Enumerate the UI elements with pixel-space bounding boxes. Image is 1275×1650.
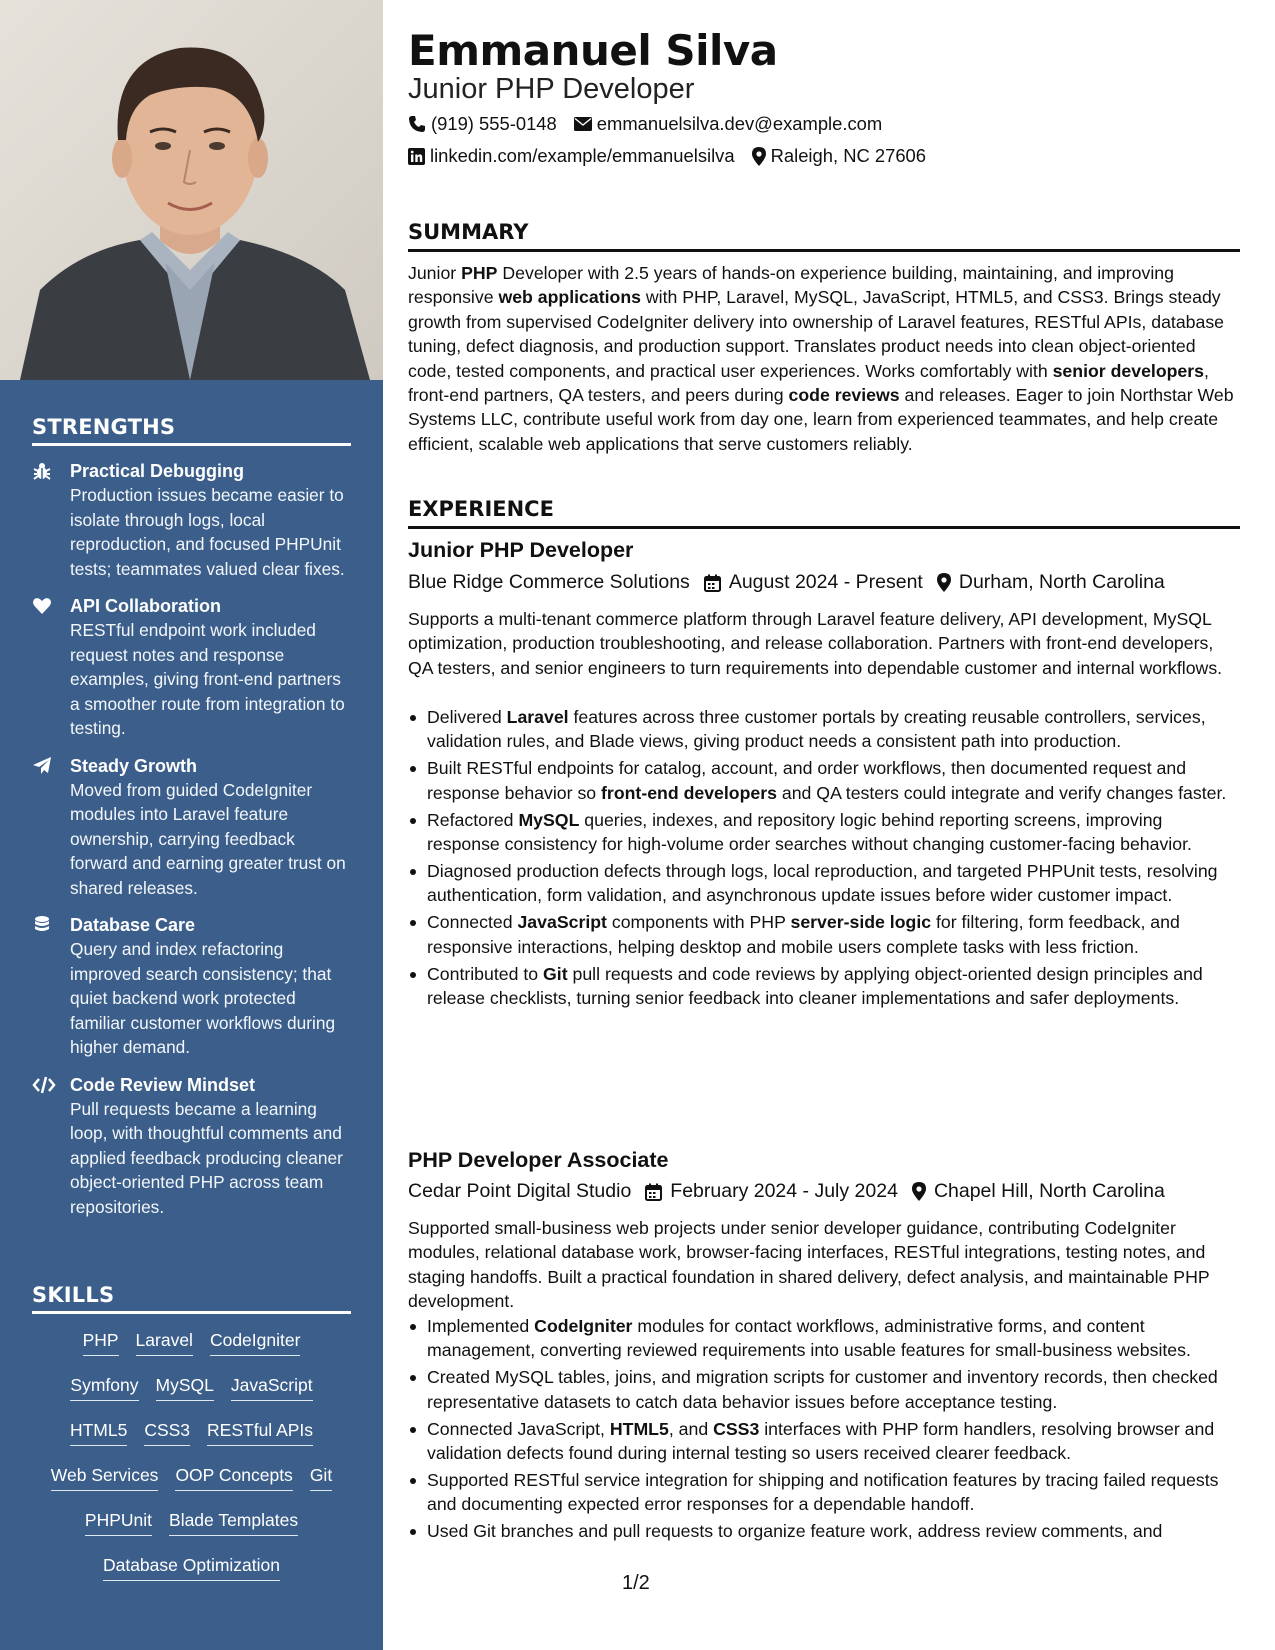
candidate-role: Junior PHP Developer [408, 73, 695, 105]
calendar-icon [645, 1183, 662, 1201]
envelope-icon [574, 117, 592, 131]
job-title: Junior PHP Developer [408, 538, 634, 562]
strength-desc: Query and index refactoring improved search consistency; that quiet backend work protected familiar customer workflows during higher demand. [70, 939, 336, 1057]
skill-tag: Git [310, 1463, 332, 1491]
experience-heading: EXPERIENCE [408, 497, 1240, 529]
email-link[interactable]: emmanuelsilva.dev@example.com [596, 113, 883, 134]
summary-heading: SUMMARY [408, 220, 1240, 252]
skill-tag: PHPUnit [85, 1508, 152, 1536]
candidate-name: Emmanuel Silva [408, 26, 778, 75]
skills-section [32, 1283, 351, 1598]
database-icon [32, 913, 70, 1060]
job-location: Chapel Hill, North Carolina [933, 1180, 1165, 1202]
job-bullets [408, 705, 1240, 1013]
skill-tag: Blade Templates [169, 1508, 298, 1536]
strengths-section [32, 415, 351, 1219]
linkedin-icon [408, 148, 425, 165]
skill-tag: Laravel [136, 1328, 193, 1356]
email-contact[interactable] [574, 113, 882, 135]
skills-heading: SKILLS [32, 1283, 351, 1314]
job-bullet: Delivered Laravel features across three customer portals by creating reusable controllers, services, validation rules, and Blade views, giving product needs a consistent path into production. [408, 705, 1240, 754]
job-dates: August 2024 - Present [728, 571, 923, 593]
strength-item [32, 1073, 351, 1220]
company-name: Cedar Point Digital Studio [408, 1180, 632, 1202]
contact-row [408, 113, 882, 135]
skill-tag: OOP Concepts [175, 1463, 292, 1491]
strength-item [32, 754, 351, 901]
skills-list [32, 1328, 351, 1598]
job-bullet: Supported RESTful service integration for shipping and notification features by tracing failed requests and documenting expected error responses for a dependable handoff. [408, 1468, 1240, 1517]
map-pin-icon [752, 147, 766, 166]
skill-tag: MySQL [156, 1373, 214, 1401]
job-description: Supported small-business web projects under senior developer guidance, contributing CodeIgniter modules, relational database work, browser-facing interfaces, RESTful integrations, testing notes, and staging handoffs. Built a practical foundation in shared delivery, defect analysis, and maintainable PHP development. [408, 1218, 1210, 1312]
page-number: 1/2 [622, 1572, 650, 1594]
job-bullets [408, 1314, 1240, 1546]
skill-tag: CSS3 [144, 1418, 190, 1446]
strength-title: Code Review Mindset [70, 1074, 256, 1095]
paper-plane-icon [32, 754, 70, 901]
phone-icon [408, 115, 426, 133]
job-location: Durham, North Carolina [958, 571, 1165, 593]
strength-title: Practical Debugging [70, 461, 245, 481]
job-bullet: Built RESTful endpoints for catalog, account, and order workflows, then documented request and response behavior so front-end developers and QA testers could integrate and verify changes faster. [408, 756, 1240, 805]
job-bullet: Connected JavaScript components with PHP server-side logic for filtering, form feedback, and responsive interactions, helping desktop and mobile users complete tasks with less friction. [408, 910, 1240, 959]
contact-row [408, 145, 926, 167]
skill-tag: HTML5 [70, 1418, 127, 1446]
job-bullet: Used Git branches and pull requests to organize feature work, address review comments, and [408, 1519, 1240, 1543]
phone-contact [408, 113, 557, 135]
skill-tag: Database Optimization [103, 1553, 280, 1581]
map-pin-icon [937, 573, 951, 592]
job-description: Supports a multi-tenant commerce platform through Laravel feature delivery, API development, MySQL optimization, production troubleshooting, and release collaboration. Partners with front-end developers, QA testers, and senior engineers to turn requirements into dependable customer and internal workflows. [408, 609, 1223, 678]
strength-desc: Moved from guided CodeIgniter modules into Laravel feature ownership, carrying feedback forward and earning greater trust on shared releases. [70, 779, 346, 898]
job-dates: February 2024 - July 2024 [670, 1180, 898, 1202]
skill-tag: JavaScript [231, 1373, 313, 1401]
map-pin-icon [912, 1182, 926, 1201]
strengths-heading: STRENGTHS [32, 415, 351, 446]
job-bullet: Contributed to Git pull requests and code reviews by applying object-oriented design principles and release checklists, turning senior feedback into cleaner implementations and safer deployments. [408, 962, 1240, 1011]
strength-title: Database Care [70, 915, 196, 935]
strength-desc: Pull requests became a learning loop, with thoughtful comments and applied feedback producing cleaner object-oriented PHP across team repositories. [70, 1098, 343, 1217]
sidebar [0, 0, 383, 1650]
job-bullet: Connected JavaScript, HTML5, and CSS3 interfaces with PHP form handlers, resolving browser and validation defects found during internal testing so users received clearer feedback. [408, 1417, 1240, 1466]
skill-tag: CodeIgniter [210, 1328, 300, 1356]
strength-item [32, 459, 351, 581]
skill-tag: PHP [83, 1328, 119, 1356]
summary-text: Junior PHP Developer with 2.5 years of hands-on experience building, maintaining, and improving responsive web applications with PHP, Laravel, MySQL, JavaScript, HTML5, and CSS3. Brings steady growth from supervised CodeIgniter delivery into ownership of Laravel features, RESTful APIs, database tuning, defect diagnosis, and production support. Translates product needs into clean object-oriented code, tested components, and practical user experiences. Works comfortably with senior developers, front-end partners, QA testers, and peers during code reviews and releases. Eager to join Northstar Web Systems LLC, contribute useful work from day one, learn from experienced teammates, and help create efficient, scalable web applications that serve customers reliably. [408, 263, 1234, 454]
strength-title: API Collaboration [70, 596, 222, 616]
job-bullet: Implemented CodeIgniter modules for contact workflows, administrative forms, and content management, converting reviewed requirements into usable features for small-business websites. [408, 1314, 1240, 1363]
skill-tag: RESTful APIs [207, 1418, 313, 1446]
location-contact [752, 145, 926, 167]
strength-title: Steady Growth [70, 755, 198, 776]
company-name: Blue Ridge Commerce Solutions [408, 571, 690, 593]
phone-text: (919) 555-0148 [431, 113, 557, 134]
profile-photo [0, 0, 383, 380]
job-bullet: Diagnosed production defects through logs, local reproduction, and targeted PHPUnit tests, resolving authentication, form validation, and asynchronous update issues before wider customer impact. [408, 859, 1240, 908]
strength-desc: Production issues became easier to isolate through logs, local reproduction, and focused PHPUnit tests; teammates valued clear fixes. [70, 485, 345, 579]
calendar-icon [704, 574, 721, 592]
strength-desc: RESTful endpoint work included request notes and response examples, giving front-end partners a smoother route from integration to testing. [70, 620, 345, 738]
job-meta [408, 571, 1179, 594]
linkedin-contact[interactable] [408, 145, 735, 167]
job-meta [408, 1180, 1179, 1203]
skill-tag: Web Services [51, 1463, 159, 1491]
job-bullet: Created MySQL tables, joins, and migration scripts for customer and inventory records, then checked representative datasets to catch data behavior issues before acceptance testing. [408, 1365, 1240, 1414]
linkedin-link[interactable]: linkedin.com/example/emmanuelsilva [430, 145, 735, 166]
strength-item [32, 594, 351, 741]
location-text: Raleigh, NC 27606 [770, 145, 927, 166]
bug-icon [32, 459, 70, 581]
job-bullet: Refactored MySQL queries, indexes, and repository logic behind reporting screens, improving response consistency for high-volume order searches without changing customer-facing behavior. [408, 808, 1240, 857]
code-icon [32, 1073, 70, 1220]
job-title: PHP Developer Associate [408, 1148, 669, 1172]
heart-icon [32, 594, 70, 741]
strength-item [32, 913, 351, 1060]
skill-tag: Symfony [70, 1373, 138, 1401]
